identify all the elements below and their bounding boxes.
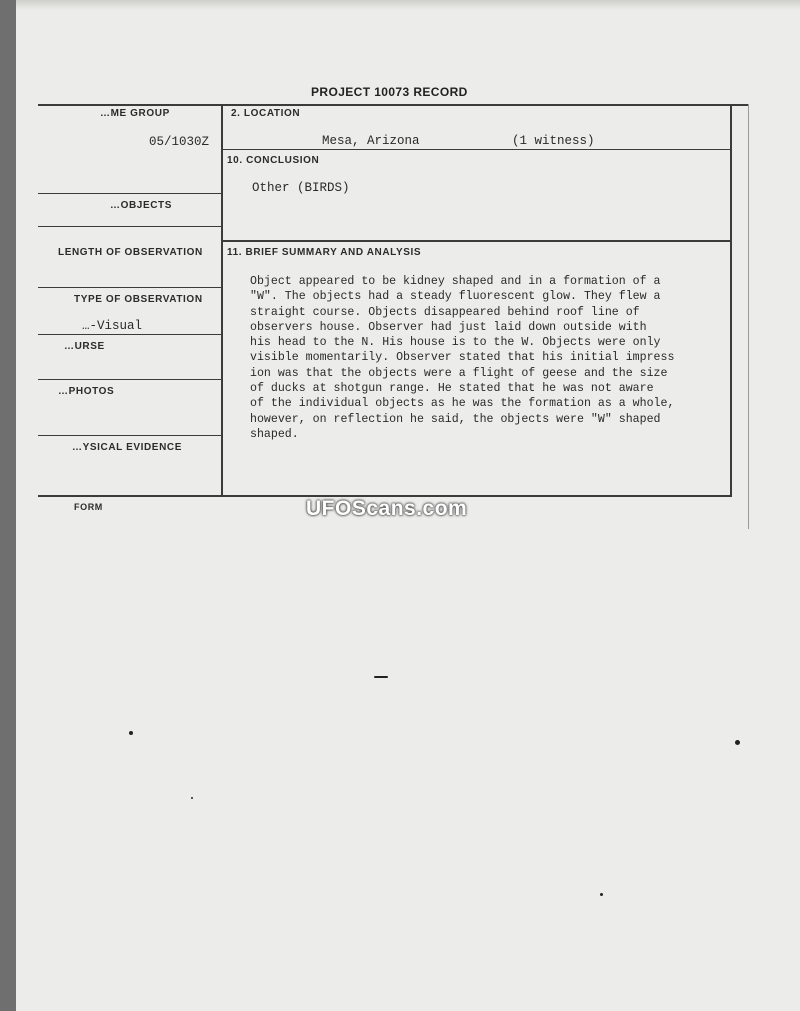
conclusion-value: Other (BIRDS) (252, 181, 350, 195)
summary-line: Object appeared to be kidney shaped and in a formation of a (250, 275, 661, 288)
scan-speck (735, 740, 740, 745)
location-bottom-rule (221, 149, 730, 150)
summary-line: of the individual objects as he was the formation as a whole, (250, 397, 675, 411)
conclusion-bottom-rule (221, 240, 730, 242)
summary-line: straight course. Objects disappeared behind roof line of (250, 305, 640, 319)
witness-note: (1 witness) (512, 134, 595, 148)
location-value: Mesa, Arizona (322, 134, 420, 148)
date-time-group-label: …ME GROUP (100, 108, 170, 119)
left-rule-3 (38, 287, 221, 288)
left-rule-6 (38, 435, 221, 436)
watermark: UFOScans.com (306, 497, 468, 520)
date-time-group-value: 05/1030Z (149, 135, 210, 149)
left-rule-2 (38, 226, 221, 227)
left-rule-4 (38, 334, 221, 335)
scan-speck (129, 731, 133, 735)
left-rule-1 (38, 193, 221, 194)
summary-line: ion was that the objects were a flight of geese and the size (250, 366, 668, 380)
column-divider (221, 104, 223, 496)
summary-text (250, 274, 730, 442)
number-of-objects-label: …OBJECTS (110, 200, 173, 211)
summary-line: visible momentarily. Observer stated that his initial impress (250, 351, 675, 365)
type-of-observation-label: TYPE OF OBSERVATION (74, 294, 203, 305)
summary-line: shaped. (250, 427, 299, 441)
length-of-observation-label: LENGTH OF OBSERVATION (58, 247, 203, 258)
summary-line: observers house. Observer had just laid down outside with (250, 320, 647, 334)
right-edge-shadow (748, 104, 749, 529)
scan-speck (600, 893, 603, 896)
type-of-observation-value: …-Visual (82, 319, 143, 333)
page-title: PROJECT 10073 RECORD (311, 85, 468, 99)
left-rule-5 (38, 379, 221, 380)
summary-line: his head to the N. His house is to the W. Objects were only (250, 336, 661, 350)
scan-speck (374, 676, 388, 678)
summary-line: "W". The objects had a steady fluorescent glow. They flew a (250, 290, 661, 304)
summary-line: however, on reflection he said, the objects were "W" shaped (250, 412, 661, 426)
photos-label: …PHOTOS (58, 386, 115, 397)
top-rule (38, 104, 748, 106)
form-label: FORM (74, 502, 103, 512)
right-border (730, 104, 732, 496)
summary-label: 11. BRIEF SUMMARY AND ANALYSIS (227, 247, 422, 258)
physical-evidence-label: …YSICAL EVIDENCE (72, 442, 182, 453)
document-page (16, 0, 800, 1011)
conclusion-label: 10. CONCLUSION (227, 155, 320, 166)
course-label: …URSE (64, 341, 105, 352)
location-label: 2. LOCATION (231, 108, 301, 119)
summary-line: of ducks at shotgun range. He stated that he was not aware (250, 382, 654, 396)
scan-speck (191, 797, 193, 799)
record-form (16, 0, 800, 1011)
